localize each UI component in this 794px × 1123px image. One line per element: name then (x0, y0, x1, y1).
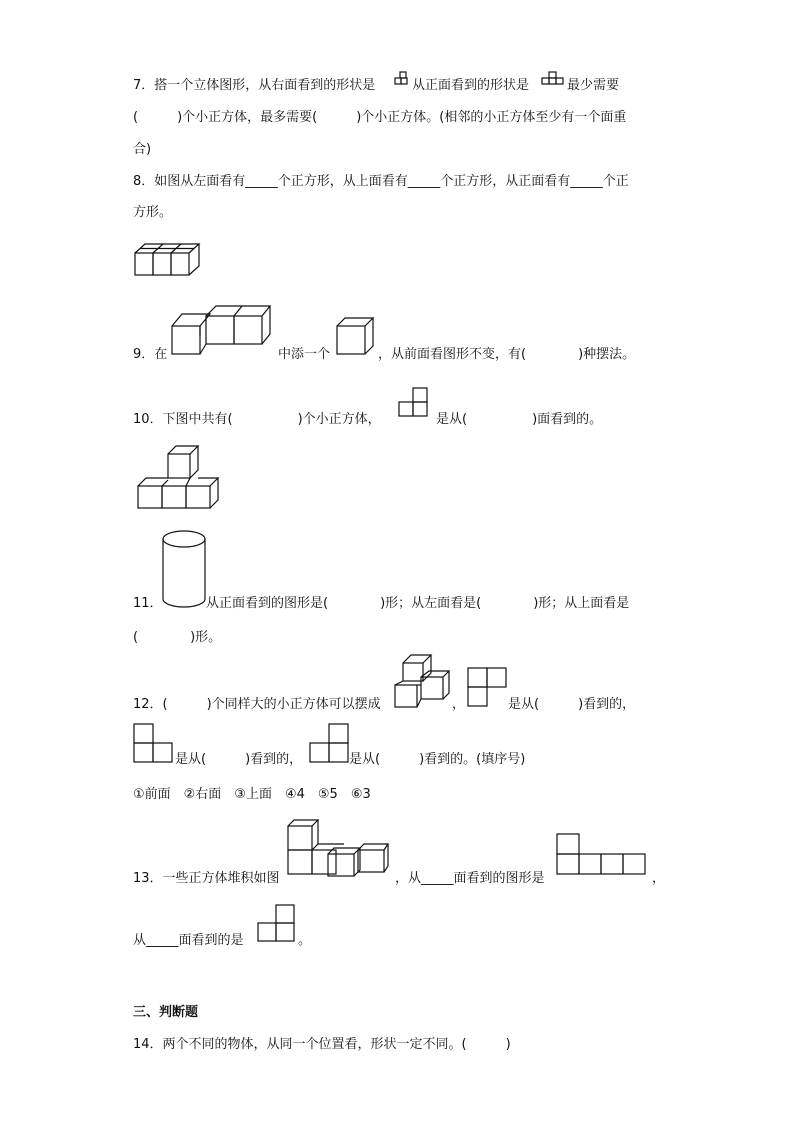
q10-view-icon (398, 388, 430, 418)
q12-text-c: 是从( )看到的， (508, 697, 636, 712)
q7-text-a: 7．搭一个立体图形，从右面看到的形状是 (133, 78, 376, 93)
q10-text-a: 10．下图中共有( )个小正方体， (133, 412, 381, 427)
q11-cylinder-figure (162, 530, 208, 610)
q13-text-b: ，从_____面看到的图形是 (395, 871, 545, 886)
q10-text-b: 是从( )面看到的。 (436, 412, 603, 427)
q8-line2: 方形。 (133, 205, 173, 220)
q10-cube-stack-figure (138, 446, 220, 510)
q13-text-d: 从_____面看到的是 (133, 933, 244, 948)
q9-text-a: 9．在 (133, 347, 168, 362)
q13-text-e: 。 (298, 933, 312, 948)
q7-front-view-icon (542, 72, 566, 86)
q14-text: 14．两个不同的物体，从同一个位置看，形状一定不同。( ) (133, 1037, 511, 1052)
q11-text-a: 11． (133, 596, 163, 611)
q7-right-view-icon (395, 72, 411, 86)
q12-text-d: 是从( )看到的， (175, 752, 303, 767)
q9-base-figure (170, 306, 270, 356)
q12-cube-figure (395, 655, 449, 709)
q9-single-cube-figure (337, 318, 375, 358)
q12-view-b-icon (133, 723, 175, 765)
q12-text-e: 是从( )看到的。(填序号) (349, 752, 526, 767)
q7-text-c: 最少需要 (567, 78, 620, 93)
q13-text-a: 13．一些正方体堆积如图 (133, 871, 280, 886)
q12-options: ①前面 ②右面 ③上面 ④4 ⑤5 ⑥3 (133, 787, 371, 802)
q13-text-c: ， (652, 871, 666, 886)
q11-line2: ( )形。 (133, 630, 222, 645)
q13-view-b-icon (257, 904, 297, 944)
q7-text-b: 从正面看到的形状是 (412, 78, 530, 93)
q7-line2: ( )个小正方体，最多需要( )个小正方体。(相邻的小正方体至少有一个面重 (133, 110, 627, 125)
q13-cube-pile-figure (288, 818, 392, 878)
q12-text-a: 12．( )个同样大的小正方体可以摆成 (133, 697, 381, 712)
q8-line1: 8．如图从左面看有_____个正方形，从上面看有_____个正方形，从正面看有_____个正 (133, 174, 629, 189)
q8-cube-row-figure (135, 243, 207, 277)
q13-view-a-icon (556, 833, 648, 877)
q9-text-c: ，从前面看图形不变，有( )种摆法。 (378, 347, 636, 362)
q7-line3: 合) (133, 142, 152, 157)
q11-text-b: 从正面看到的图形是( )形；从左面看是( )形；从上面看是 (206, 596, 630, 611)
q9-text-b: 中添一个 (278, 347, 331, 362)
q12-text-b: ， (452, 697, 466, 712)
q12-view-c-icon (309, 723, 351, 765)
section3-heading: 三、判断题 (133, 1005, 199, 1020)
q12-view-a-icon (467, 667, 509, 707)
